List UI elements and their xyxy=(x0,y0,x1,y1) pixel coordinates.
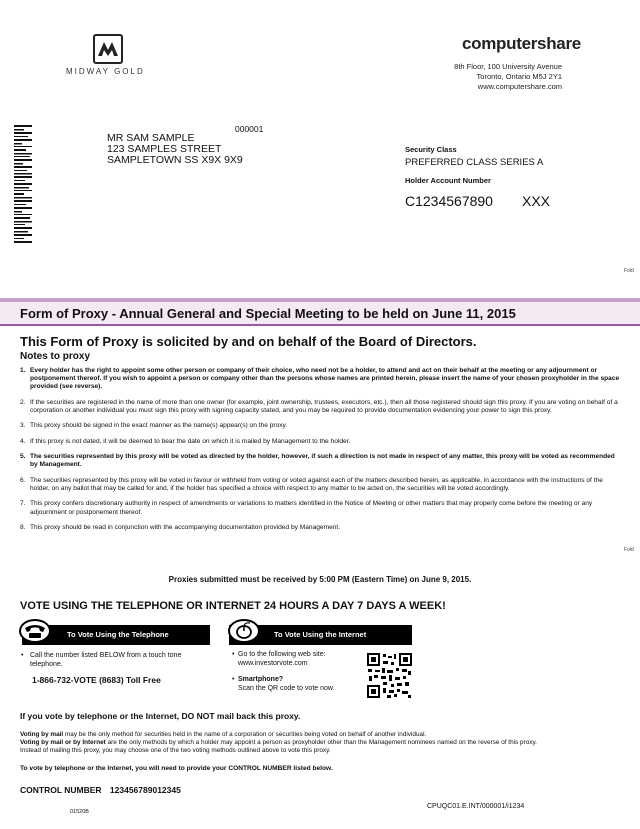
bullet-icon: • xyxy=(21,652,24,659)
para-bold: Voting by mail or by Internet xyxy=(20,739,106,746)
note-number: 5. xyxy=(20,453,26,461)
holder-account-value: C1234567890 xyxy=(405,193,493,209)
note-text: If the securities are registered in the name of more than one owner (for example, joint ownership, trustees, executors, etc.), then all those registered should sign this proxy. If you are voting on behalf of a corporation or another individual you must sign this proxy with signing capacity stated, and you may be required to provide documentation evidencing your power to sign this proxy. xyxy=(30,398,618,414)
note-item xyxy=(20,500,620,516)
telephone-icon xyxy=(19,619,51,643)
agent-address-line: Toronto, Ontario M5J 2Y1 xyxy=(476,72,562,81)
voting-website-link[interactable]: www.investorvote.com xyxy=(238,659,308,667)
note-number: 1. xyxy=(20,367,26,374)
form-title: Form of Proxy - Annual General and Special Meeting to be held on June 11, 2015 xyxy=(20,306,516,321)
issuer-name: MIDWAY GOLD xyxy=(66,67,145,76)
note-item xyxy=(20,453,620,469)
solicitation-statement: This Form of Proxy is solicited by and on behalf of the Board of Directors. xyxy=(20,334,477,349)
para-text: are the only methods by which a holder may appoint a person as proxyholder other than the Management nominees named on the reverse of this proxy. xyxy=(105,739,537,746)
note-item xyxy=(20,477,620,493)
control-number xyxy=(20,785,181,795)
smartphone-instruction xyxy=(232,676,335,693)
bullet-icon: • xyxy=(232,676,235,683)
holder-account-label: Holder Account Number xyxy=(405,176,491,185)
agent-logo xyxy=(462,34,581,54)
control-number-label: CONTROL NUMBER xyxy=(20,785,102,795)
control-number-note: To vote by telephone or the Internet, you will need to provide your CONTROL NUMBER listed below. xyxy=(20,765,333,772)
para-text: may be the only method for securities held in the name of a corporation or securities being voted on behalf of another individual. xyxy=(63,731,427,738)
para-bold: Voting by mail xyxy=(20,731,64,738)
note-text: The securities represented by this proxy will be voted as directed by the holder, however, if such a direction is not made in respect of any matter, this proxy will be voted as recommended by Management. xyxy=(30,453,615,469)
agent-address-line: 8th Floor, 100 University Avenue xyxy=(454,62,562,71)
postal-barcode xyxy=(14,125,32,243)
note-text: The securities represented by this proxy will be voted in favour or withheld from voting or voted against each of the matters described herein, as applicable, in accordance with the instructions of the holder, on any ballot that may be called for and, if the holder has specified a choice with respect to any matter to be acted on, the securities will be voted accordingly. xyxy=(30,476,603,492)
telephone-instruction-text: Call the number listed BELOW from a touch tone telephone. xyxy=(30,652,182,668)
note-text: This proxy should be read in conjunction with the accompanying documentation provided by Management. xyxy=(30,523,341,531)
mailing-address xyxy=(107,133,243,166)
agent-website: www.computershare.com xyxy=(477,82,562,91)
no-mail-notice: If you vote by telephone or the Internet, DO NOT mail back this proxy. xyxy=(20,711,301,721)
note-item xyxy=(20,399,620,415)
voting-methods-paragraph xyxy=(20,731,625,755)
note-item xyxy=(20,438,620,446)
address-line: 123 SAMPLES STREET xyxy=(107,143,222,155)
notes-heading: Notes to proxy xyxy=(20,351,91,362)
note-text: This proxy should be signed in the exact manner as the name(s) appear(s) on the proxy. xyxy=(30,422,288,430)
form-code: 01520B xyxy=(70,809,89,815)
smartphone-text: Scan the QR code to vote now. xyxy=(238,684,335,692)
control-number-value: 123456789012345 xyxy=(109,785,181,795)
note-text: Every holder has the right to appoint some other person or company of their choice, who need not be a holder, to attend and act on their behalf at the meeting or any adjournment or postponement thereof. If you wish to appoint a person or company other than the persons whose names are printed herein, please insert the name of your chosen proxyholder in the space provided (see reverse). xyxy=(30,367,620,391)
note-item xyxy=(20,422,620,430)
note-item xyxy=(20,367,620,392)
fold-mark: Fold xyxy=(624,268,634,274)
note-number: 7. xyxy=(20,500,26,508)
note-number: 4. xyxy=(20,437,26,445)
telephone-vote-title: To Vote Using the Telephone xyxy=(67,630,169,639)
issuer-logo-icon xyxy=(93,34,123,64)
note-number: 8. xyxy=(20,523,26,531)
document-reference-code: CPUQC01.E.INT/000001/i1234 xyxy=(427,803,525,810)
notes-list xyxy=(20,367,620,539)
note-text: If this proxy is not dated, it will be deemed to bear the date on which it is mailed by Management to the holder. xyxy=(30,437,351,445)
smartphone-label: Smartphone? xyxy=(238,676,284,683)
fold-mark: Fold xyxy=(624,547,634,553)
security-class-label: Security Class xyxy=(405,145,457,154)
address-line: MR SAM SAMPLE xyxy=(107,132,195,144)
note-text: This proxy confers discretionary authority in respect of amendments or variations to matters identified in the Notice of Meeting or other matters that may properly come before the meeting or any adjournment or postponement thereof. xyxy=(30,500,593,516)
note-number: 3. xyxy=(20,422,26,430)
para-text: Instead of mailing this proxy, you may choose one of the two voting methods outlined above to vote this proxy. xyxy=(20,747,331,754)
proxy-deadline: Proxies submitted must be received by 5:00 PM (Eastern Time) on June 9, 2015. xyxy=(168,575,472,584)
internet-instruction xyxy=(232,651,326,668)
bullet-icon: • xyxy=(232,651,235,658)
agent-name: computershare xyxy=(462,34,581,53)
agent-address xyxy=(454,62,562,92)
toll-free-number: 1-866-732-VOTE (8683) Toll Free xyxy=(32,675,161,685)
address-line: SAMPLETOWN SS X9X 9X9 xyxy=(107,154,243,166)
qr-code-icon[interactable] xyxy=(367,653,412,698)
note-number: 6. xyxy=(20,476,26,484)
security-class-value: PREFERRED CLASS SERIES A xyxy=(405,157,544,168)
internet-instruction-text: Go to the following web site: xyxy=(238,651,326,658)
mail-sequence-number: 000001 xyxy=(235,124,264,134)
telephone-instruction xyxy=(21,651,204,669)
internet-vote-title: To Vote Using the Internet xyxy=(274,630,367,639)
vote-heading: VOTE USING THE TELEPHONE OR INTERNET 24 HOURS A DAY 7 DAYS A WEEK! xyxy=(20,600,446,612)
note-item xyxy=(20,524,620,532)
holder-account-suffix: XXX xyxy=(522,193,551,209)
note-number: 2. xyxy=(20,398,26,406)
computer-mouse-icon xyxy=(228,619,260,643)
